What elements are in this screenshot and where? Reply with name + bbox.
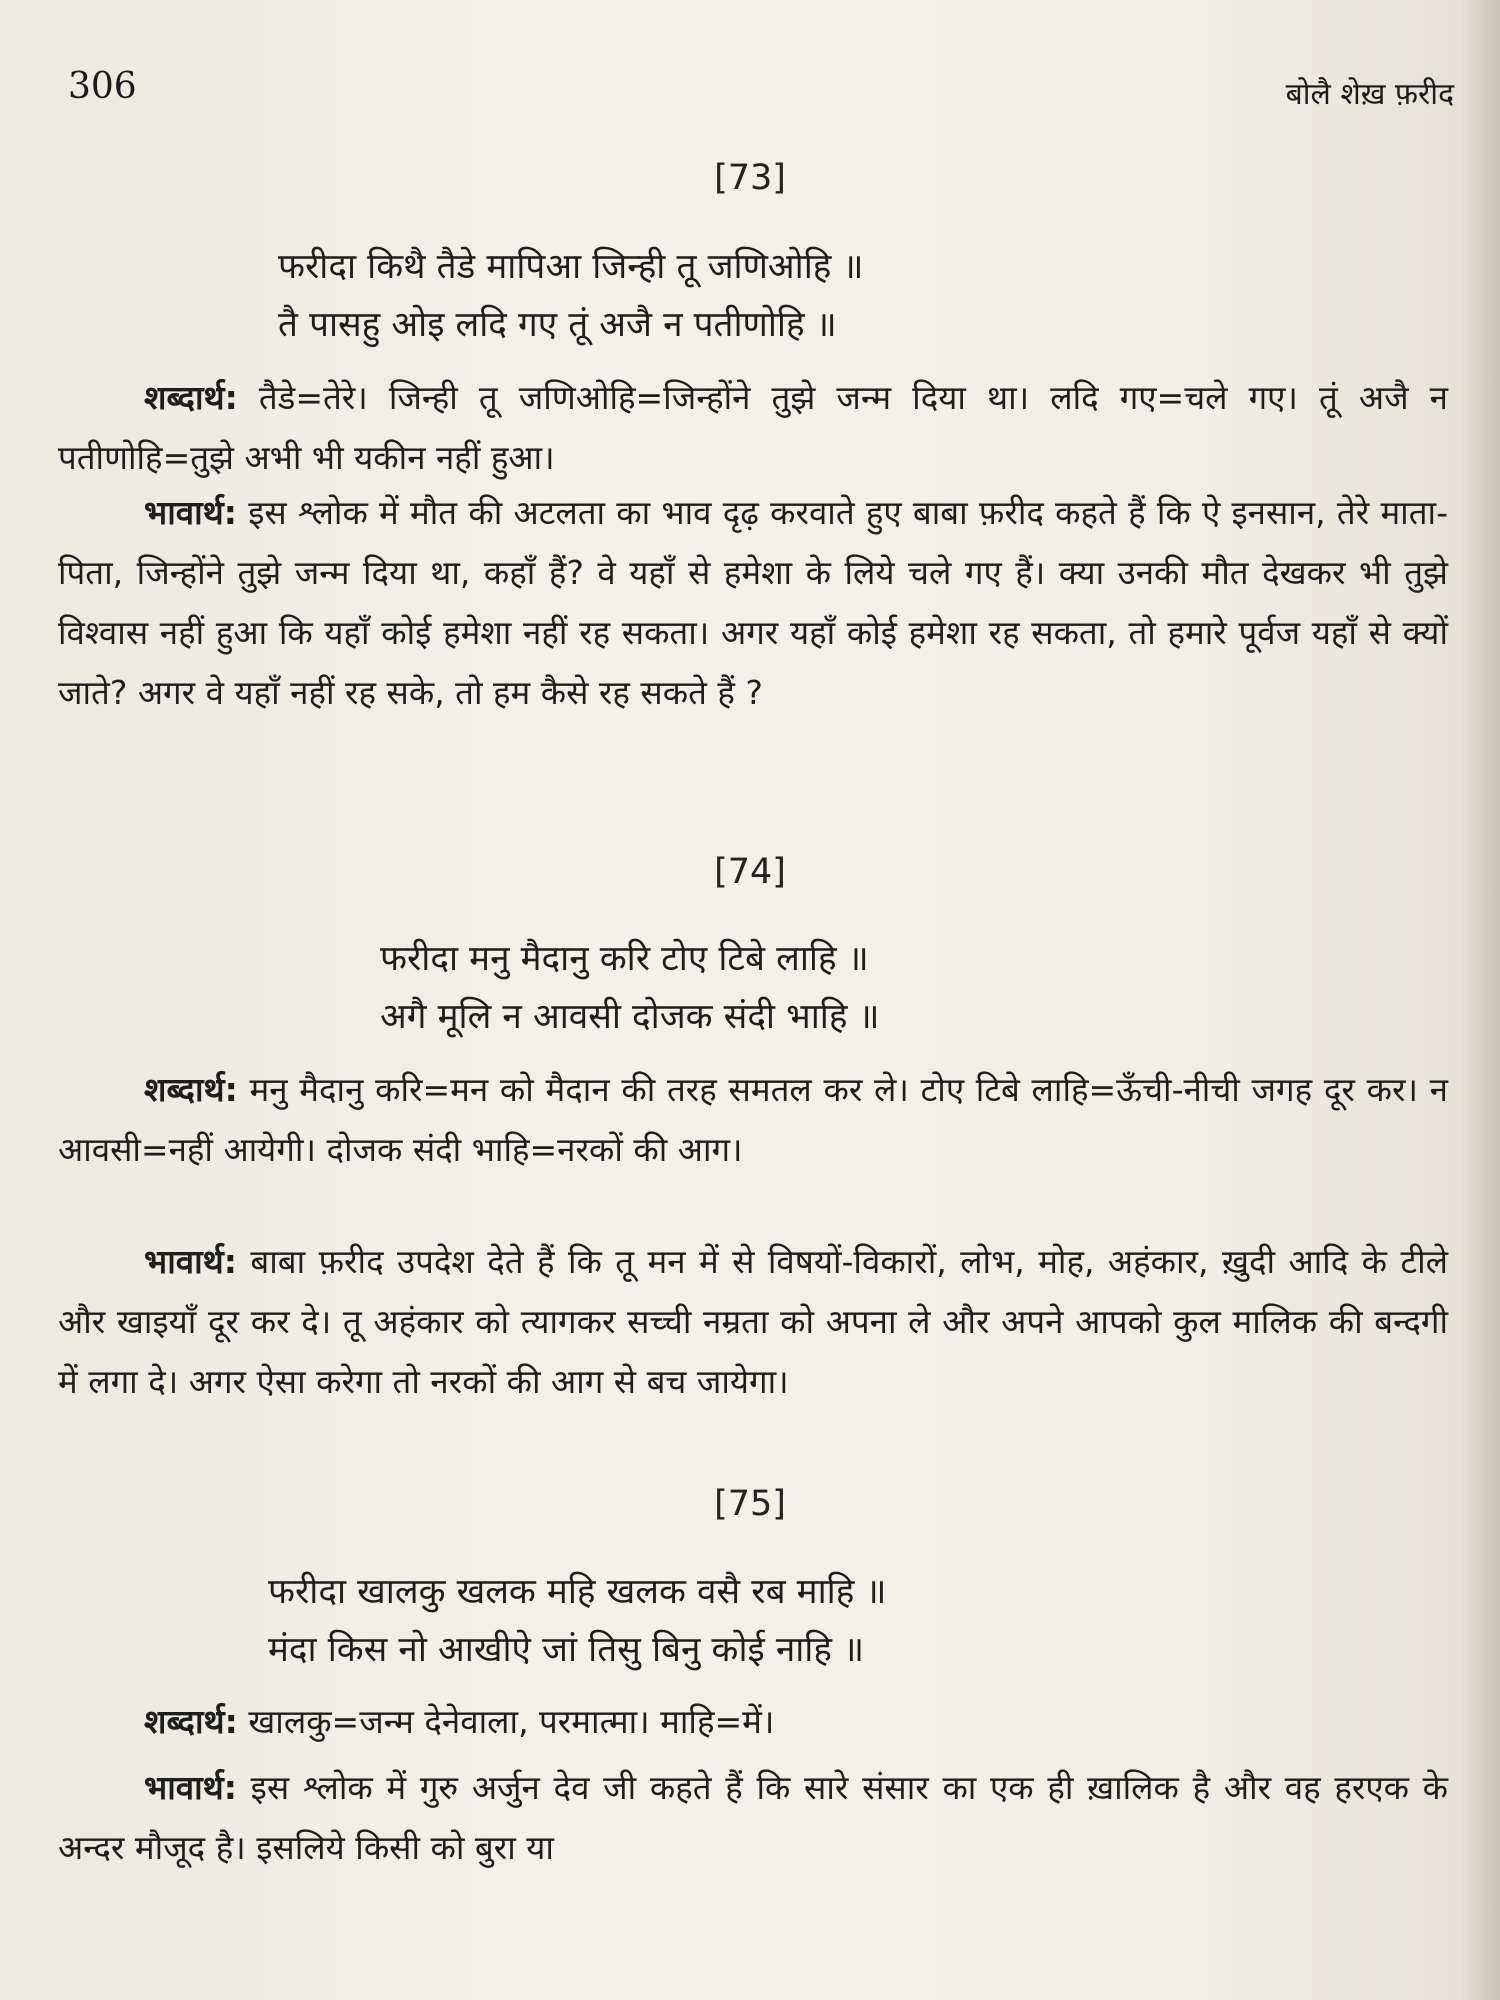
verse-73 — [278, 238, 863, 354]
bhavarth-text: इस श्लोक में गुरु अर्जुन देव जी कहते हैं कि सारे संसार का एक ही ख़ालिक है और वह हरएक के अन्दर मौजूद है। इसलिये किसी को बुरा या — [58, 1768, 1448, 1867]
verse-line: अगै मूलि न आवसी दोजक संदी भाहि ॥ — [380, 997, 880, 1037]
page-number: 306 — [68, 66, 137, 107]
shabdarth-75 — [58, 1692, 1448, 1752]
bhavarth-text: बाबा फ़रीद उपदेश देते हैं कि तू मन में से विषयों-विकारों, लोभ, मोह, अहंकार, ख़ुदी आदि के टीले और खाइयाँ दूर कर दे। तू अहंकार को त्यागकर सच्ची नम्रता को अपना ले और अपने आपको कुल मालिक की बन्दगी में लगा दे। अगर ऐसा करेगा तो नरकों की आग से बच जायेगा। — [58, 1242, 1448, 1401]
shabdarth-text: खालकु=जन्म देनेवाला, परमात्मा। माहि=में। — [248, 1702, 775, 1741]
bhavarth-74 — [58, 1232, 1448, 1412]
shabdarth-label: शब्दार्थ: — [144, 1070, 238, 1109]
shabdarth-73 — [58, 368, 1448, 488]
bhavarth-label: भावार्थ: — [144, 493, 237, 532]
verse-75 — [268, 1563, 886, 1679]
shabdarth-text: तैडे=तेरे। जिन्ही तू जणिओहि=जिन्होंने तुझे जन्म दिया था। लदि गए=चले गए। तूं अजै न पतीणोहि=तुझे अभी भी यकीन नहीं हुआ। — [58, 378, 1448, 477]
section-number-75: [75] — [714, 1484, 786, 1524]
section-number-74: [74] — [714, 852, 786, 892]
running-title: बोलै शेख़ फ़रीद — [1285, 77, 1454, 112]
verse-74 — [380, 930, 880, 1046]
section-number-73: [73] — [714, 158, 786, 198]
verse-line: मंदा किस नो आखीऐ जां तिसु बिनु कोई नाहि ॥ — [268, 1630, 865, 1670]
verse-line: फरीदा मनु मैदानु करि टोए टिबे लाहि ॥ — [380, 939, 869, 979]
shabdarth-74 — [58, 1060, 1448, 1180]
bhavarth-text: इस श्लोक में मौत की अटलता का भाव दृढ़ करवाते हुए बाबा फ़रीद कहते हैं कि ऐ इनसान, तेरे माता-पिता, जिन्होंने तुझे जन्म दिया था, कहाँ हैं? वे यहाँ से हमेशा के लिये चले गए हैं। क्या उनकी मौत देखकर भी तुझे विश्वास नहीं हुआ कि यहाँ कोई हमेशा नहीं रह सकता। अगर यहाँ कोई हमेशा रह सकता, तो हमारे पूर्वज यहाँ से क्यों जाते? अगर वे यहाँ नहीं रह सके, तो हम कैसे रह सकते हैं ? — [58, 493, 1448, 712]
bhavarth-75 — [58, 1758, 1448, 1878]
verse-line: फरीदा किथै तैडे मापिआ जिन्ही तू जणिओहि ॥ — [278, 247, 864, 287]
shabdarth-label: शब्दार्थ: — [144, 378, 238, 417]
shabdarth-text: मनु मैदानु करि=मन को मैदान की तरह समतल कर ले। टोए टिबे लाहि=ऊँची-नीची जगह दूर कर। न आवसी=नहीं आयेगी। दोजक संदी भाहि=नरकों की आग। — [58, 1070, 1448, 1169]
bhavarth-label: भावार्थ: — [144, 1242, 237, 1281]
verse-line: तै पासहु ओइ लदि गए तूं अजै न पतीणोहि ॥ — [278, 305, 837, 345]
bhavarth-73 — [58, 483, 1448, 723]
verse-line: फरीदा खालकु खलक महि खलक वसै रब माहि ॥ — [268, 1572, 887, 1612]
page-spine-shadow — [1460, 0, 1500, 2000]
shabdarth-label: शब्दार्थ: — [144, 1702, 238, 1741]
bhavarth-label: भावार्थ: — [144, 1768, 237, 1807]
